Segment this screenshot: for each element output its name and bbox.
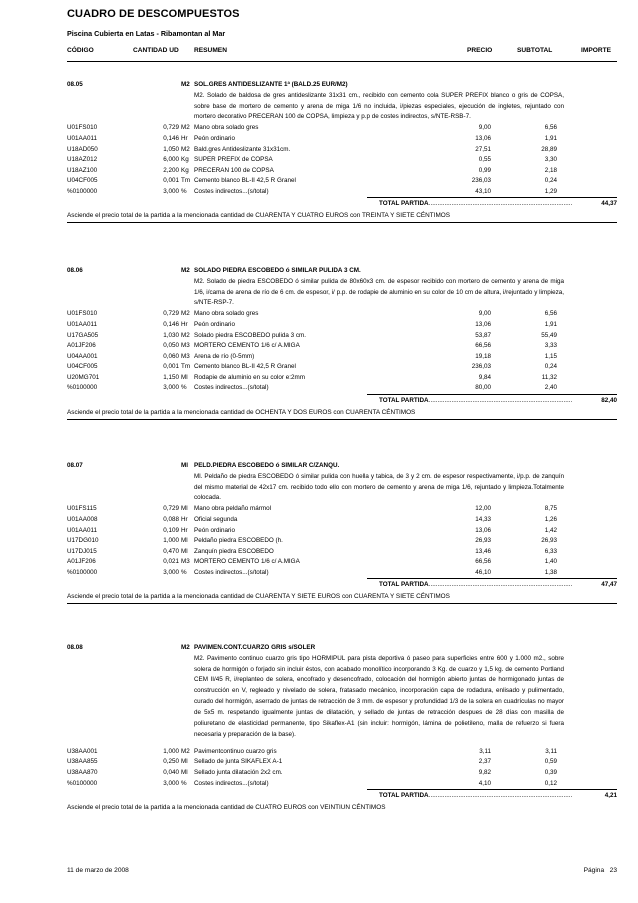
total-row [67,197,617,209]
item-price: 13,06 [475,320,491,328]
header-resumen: RESUMEN [194,47,227,54]
item-subtotal: 55,49 [541,331,557,339]
section-title: SOL.GRES ANTIDESLIZANTE 1ª (BALD.25 EUR/M2) [194,81,348,88]
item-price: 12,00 [475,505,491,513]
item-unit: M2 [181,331,190,339]
item-qty: 0,470 [163,547,179,555]
item-desc: Sellado junta dilatación 2x2 cm. [194,769,283,777]
item-qty: 1,030 [163,331,179,339]
item-code: %0100000 [67,568,98,576]
item-unit: Ml [181,547,188,555]
item-subtotal: 2,18 [544,166,557,174]
item-price: 13,06 [475,134,491,142]
item-unit: Hr [181,320,188,328]
item-subtotal: 1,29 [544,187,557,195]
item-price: 66,56 [475,558,491,566]
section-divider [67,419,617,420]
item-code: U01FS115 [67,505,97,513]
item-desc: Arena de río (0-5mm) [194,352,255,360]
table-row [67,515,617,526]
table-row [67,309,617,320]
item-unit: M2 [181,747,190,755]
item-desc: MORTERO CEMENTO 1/6 c/ A.MIGA [194,558,300,566]
item-price: 26,93 [475,537,491,545]
table-row [67,504,617,515]
item-price: 13,46 [475,547,491,555]
total-row [67,394,617,406]
item-qty: 0,109 [163,526,179,534]
table-row [67,568,617,579]
item-unit: Tm [181,363,191,371]
section-title: SOLADO PIEDRA ESCOBEDO ó SIMILAR PULIDA 3 CM. [194,267,361,274]
page-number [584,867,617,874]
item-code: U01AA008 [67,515,98,523]
item-subtotal: 8,75 [544,505,557,513]
item-unit: Hr [181,515,188,523]
item-unit: M3 [181,558,190,566]
footer-date: 11 de marzo de 2008 [67,867,129,874]
item-code: U38AA870 [67,769,98,777]
table-row [67,747,617,758]
item-code: U04CF005 [67,177,98,185]
item-price: 66,56 [475,342,491,350]
table-row [67,526,617,537]
item-unit: Kg [181,156,189,164]
item-qty: 3,000 [163,779,179,787]
item-unit: M3 [181,342,190,350]
item-code: U38AA855 [67,758,98,766]
item-desc: Cemento blanco BL-II 42,5 R Granel [194,363,296,371]
section-unit: M2 [181,267,190,274]
item-price: 19,18 [475,352,491,360]
item-subtotal: 28,89 [541,145,557,153]
item-desc: Peón ordinario [194,134,235,142]
item-qty: 2,200 [163,166,179,174]
table-row [67,320,617,331]
item-price: 4,10 [478,779,491,787]
item-unit: % [181,779,187,787]
item-code: %0100000 [67,779,98,787]
item-desc: Oficial segunda [194,515,238,523]
total-row [67,578,617,590]
item-qty: 1,050 [163,145,179,153]
total-leader-dots: ................................................................................... [427,397,573,405]
item-subtotal: 1,38 [544,568,557,576]
item-desc: Mano obra solado gres [194,124,259,132]
total-label: TOTAL PARTIDA [379,397,429,405]
item-price: 9,84 [478,373,491,381]
item-desc: Bald.gres Antideslizante 31x31cm. [194,145,291,153]
item-subtotal: 2,40 [544,384,557,392]
section-description: M2. Solado de baldosa de gres antideslizante 31x31 cm., recibido con cemento cola SUPER PREFIX blanco o gris de COPSA, sobre base de mortero de cemento y arena de miga 1/6 no incluida, i/piezas especiales, ejecución de ingletes, rejuntado con mortero decorativo PRECERAN 100 de COPSA, limpieza y p.p de costes indirectos, s/NTE-RSB-7. [194,91,564,121]
item-code: U01FS010 [67,310,98,318]
table-row [67,331,617,342]
section-title: PAVIMEN.CONT.CUARZO GRIS s/SOLER [194,644,316,651]
item-subtotal: 1,42 [544,526,557,534]
item-unit: M2 [181,124,190,132]
item-desc: Costes indirectos...(s/total) [194,568,269,576]
table-row [67,134,617,145]
item-price: 236,03 [471,177,491,185]
item-desc: Solado piedra ESCOBEDO pulida 3 cm. [194,331,307,339]
item-qty: 0,250 [163,758,179,766]
item-code: U38AA001 [67,747,98,755]
item-qty: 0,060 [163,352,179,360]
item-unit: % [181,384,187,392]
item-unit: Hr [181,134,188,142]
total-value: 47,47 [601,581,617,589]
section-description: M2. Pavimento continuo cuarzo gris tipo HORMIPUL para pista deportiva ó paseo para superficies entre 600 y 1.000 m2., sobre solera de hormigón o forjado sin incluir éstos, con acabado monolítico incorporando 3 Kg. de cuarzo y 1,5 kg. de cemento Portland CEM II/45 R, i/replanteo de solera, encofrado y desencofrado, colocación del hormigón abierto juntas de hormigonado juntas de construcción en V, regleado y nivelado de solera, fratasado mecánico, incorporación capa de rodadura, enlisado y pulimentado, curado del hormigón, aserrado de juntas de retracción de 3 mm. de espesor y profundidad 1/3 de la solera en cuadrículas no mayor de 5x5 m. respetando igualmente juntas de dilatación, y sellado de juntas de retracción despues de 28 días con masilla de poliuretano de elasticidad permanente, tipo Sikaflex-A1 (sin incluir: hormigón, lámina de polietileno, malla de refuerzo si fuera necesaria y preparación de la base). [194,654,564,738]
item-code: U01AA011 [67,320,97,328]
project-subtitle: Piscina Cubierta en Latas - Ribamontan al Mar [67,29,226,38]
item-subtotal: 0,12 [544,779,557,787]
item-price: 46,10 [475,568,491,576]
item-subtotal: 1,40 [544,558,557,566]
item-unit: M3 [181,352,190,360]
item-qty: 0,146 [163,320,179,328]
ascend-text: Asciende el precio total de la partida a la mencionada cantidad de CUARENTA Y SIETE EUROS con CUARENTA Y SIETE CÉNTIMOS [67,593,450,601]
total-divider [367,789,617,790]
item-qty: 1,000 [163,747,179,755]
item-price: 13,06 [475,526,491,534]
item-subtotal: 3,33 [544,342,557,350]
total-value: 44,37 [601,200,617,208]
table-row [67,176,617,187]
header-codigo: CÓDIGO [67,47,94,54]
item-code: U04AA001 [67,352,98,360]
total-divider [367,578,617,579]
total-value: 4,21 [604,792,617,800]
total-label: TOTAL PARTIDA [379,581,429,589]
total-leader-dots: ................................................................................... [427,581,573,589]
ascend-text: Asciende el precio total de la partida a la mencionada cantidad de CUARENTA Y CUATRO EUROS con TREINTA Y SIETE CÉNTIMOS [67,212,451,220]
total-divider [367,394,617,395]
section-unit: M2 [181,81,190,88]
table-row [67,768,617,779]
ascend-text: Asciende el precio total de la partida a la mencionada cantidad de OCHENTA Y DOS EUROS con CUARENTA CÉNTIMOS [67,409,416,417]
item-desc: Peón ordinario [194,526,235,534]
total-value: 82,40 [601,397,617,405]
item-qty: 6,000 [163,156,179,164]
item-desc: Sellado de junta SIKAFLEX A-1 [194,758,283,766]
item-desc: Costes indirectos...(s/total) [194,384,269,392]
item-unit: Ml [181,505,188,513]
table-row [67,779,617,790]
table-row [67,187,617,198]
item-qty: 3,000 [163,384,179,392]
item-code: A01JF206 [67,558,96,566]
header-precio: PRECIO [467,47,493,54]
item-subtotal: 1,91 [544,134,557,142]
item-price: 9,82 [478,769,491,777]
ascend-text: Asciende el precio total de la partida a la mencionada cantidad de CUATRO EUROS con VEINTIUN CÉNTIMOS [67,804,386,812]
section-08-08 [67,643,617,814]
item-subtotal: 0,24 [544,363,557,371]
item-qty: 1,000 [163,537,179,545]
table-row [67,757,617,768]
item-code: U18AZ100 [67,166,98,174]
section-unit: Ml [181,462,188,469]
item-desc: Pavimentcontinuo cuarzo gris [194,747,277,755]
section-divider [67,603,617,604]
item-desc: PRECERAN 100 de COPSA [194,166,274,174]
item-unit: Kg [181,166,189,174]
header-cantidad-ud: CANTIDAD UD [133,47,179,54]
item-unit: Ml [181,758,188,766]
total-row [67,789,617,801]
column-header-row [67,47,617,61]
total-label: TOTAL PARTIDA [379,200,429,208]
table-row [67,557,617,568]
document-title: CUADRO DE DESCOMPUESTOS [67,8,240,20]
item-code: U04CF005 [67,363,98,371]
item-qty: 0,088 [163,515,179,523]
item-qty: 0,050 [163,342,179,350]
item-subtotal: 6,56 [544,310,557,318]
item-qty: 0,040 [163,769,179,777]
table-row [67,341,617,352]
total-label: TOTAL PARTIDA [379,792,429,800]
section-head [67,461,617,472]
section-08-07 [67,461,617,604]
item-price: 0,99 [478,166,491,174]
item-price: 2,37 [478,758,491,766]
item-desc: Rodapie de aluminio en su color e:2mm [194,373,305,381]
header-divider [67,61,617,62]
item-subtotal: 6,33 [544,547,557,555]
item-desc: Mano obra solado gres [194,310,259,318]
table-row [67,536,617,547]
item-subtotal: 3,11 [545,747,557,755]
item-subtotal: 0,39 [544,769,557,777]
item-desc: Mano obra peldaño mármol [194,505,272,513]
item-qty: 1,150 [163,373,179,381]
section-head [67,80,617,91]
section-code: 08.05 [67,81,83,88]
item-subtotal: 26,93 [541,537,557,545]
item-subtotal: 6,56 [544,124,557,132]
item-price: 9,00 [478,310,491,318]
item-unit: Ml [181,537,188,545]
item-qty: 0,001 [163,363,179,371]
item-code: U01AA011 [67,134,97,142]
item-desc: Costes indirectos...(s/total) [194,187,269,195]
item-unit: Ml [181,769,188,777]
item-qty: 0,021 [163,558,179,566]
item-code: U01AA011 [67,526,97,534]
item-code: U01FS010 [67,124,98,132]
total-leader-dots: ................................................................................... [427,792,573,800]
page-label: Página [583,867,605,874]
item-code: %0100000 [67,384,98,392]
item-price: 43,10 [475,187,491,195]
header-subtotal: SUBTOTAL [517,47,553,54]
item-subtotal: 1,91 [544,320,557,328]
item-code: U17DG010 [67,537,99,545]
table-row [67,166,617,177]
item-unit: % [181,568,187,576]
section-08-06 [67,266,617,420]
section-08-05 [67,80,617,223]
section-unit: M2 [181,644,190,651]
section-head [67,266,617,277]
item-code: U17GA505 [67,331,99,339]
section-code: 08.06 [67,267,83,274]
item-subtotal: 1,15 [544,352,557,360]
item-unit: % [181,187,187,195]
item-desc: SUPER PREFIX de COPSA [194,156,273,164]
table-row [67,373,617,384]
item-price: 14,33 [475,515,491,523]
item-price: 9,00 [478,124,491,132]
item-desc: Peldaño piedra ESCOBEDO (h. [194,537,283,545]
item-code: A01JF206 [67,342,96,350]
item-price: 0,55 [478,156,491,164]
item-unit: M2 [181,310,190,318]
item-price: 53,87 [475,331,491,339]
table-row [67,155,617,166]
section-code: 08.07 [67,462,83,469]
page-num: 23 [609,867,617,874]
item-code: U20MG701 [67,373,100,381]
section-head [67,643,617,654]
item-subtotal: 0,24 [544,177,557,185]
item-code: U17DJ015 [67,547,97,555]
table-row [67,362,617,373]
item-unit: Hr [181,526,188,534]
table-row [67,352,617,363]
total-leader-dots: ................................................................................... [427,200,573,208]
item-qty: 0,729 [163,310,179,318]
item-code: U18AD050 [67,145,98,153]
item-qty: 0,001 [163,177,179,185]
item-qty: 0,729 [163,124,179,132]
section-divider [67,222,617,223]
item-qty: 3,000 [163,568,179,576]
item-price: 3,11 [479,747,491,755]
header-importe: IMPORTE [581,47,612,54]
item-subtotal: 0,59 [544,758,557,766]
item-desc: Costes indirectos...(s/total) [194,779,269,787]
section-code: 08.08 [67,644,83,651]
table-row [67,547,617,558]
item-desc: Peón ordinario [194,320,235,328]
item-subtotal: 1,26 [544,515,557,523]
item-subtotal: 3,30 [544,156,557,164]
item-price: 27,51 [475,145,491,153]
item-qty: 3,000 [163,187,179,195]
item-subtotal: 11,32 [541,373,557,381]
item-qty: 0,146 [163,134,179,142]
table-row [67,145,617,156]
item-price: 80,00 [475,384,491,392]
section-description: M2. Solado de piedra ESCOBEDO ó similar pulida de 80x60x3 cm. de espesor recibido con mortero de cemento y arena de miga 1/6, i/cama de arena de río de 6 cm. de espesor, i/ p.p. de rodapie de aluminio en su color de 10 cm de altura, i/rejuntado y limpieza, s/NTE-RSP-7. [194,277,564,307]
item-qty: 0,729 [163,505,179,513]
total-divider [367,197,617,198]
page-footer [67,867,617,874]
item-unit: Ml [181,373,188,381]
item-price: 236,03 [471,363,491,371]
item-desc: Zanquín piedra ESCOBEDO [194,547,274,555]
section-title: PELD.PIEDRA ESCOBEDO ó SIMILAR C/ZANQU. [194,462,340,469]
item-desc: MORTERO CEMENTO 1/6 c/ A.MIGA [194,342,300,350]
section-description: Ml. Peldaño de piedra ESCOBEDO ó similar pulida con huella y tabica, de 3 y 2 cm. de espesor respectivamente, i/p.p. de zanquín del mismo material de 42x17 cm. recibido todo ello con mortero de cemento y arena de miga 1/6, rejuntado y limpieza.Totalmente colocada. [194,472,564,502]
table-row [67,123,617,134]
item-unit: M2 [181,145,190,153]
item-code: U18AZ012 [67,156,98,164]
table-row [67,383,617,394]
item-code: %0100000 [67,187,98,195]
item-unit: Tm [181,177,191,185]
item-desc: Cemento blanco BL-II 42,5 R Granel [194,177,296,185]
